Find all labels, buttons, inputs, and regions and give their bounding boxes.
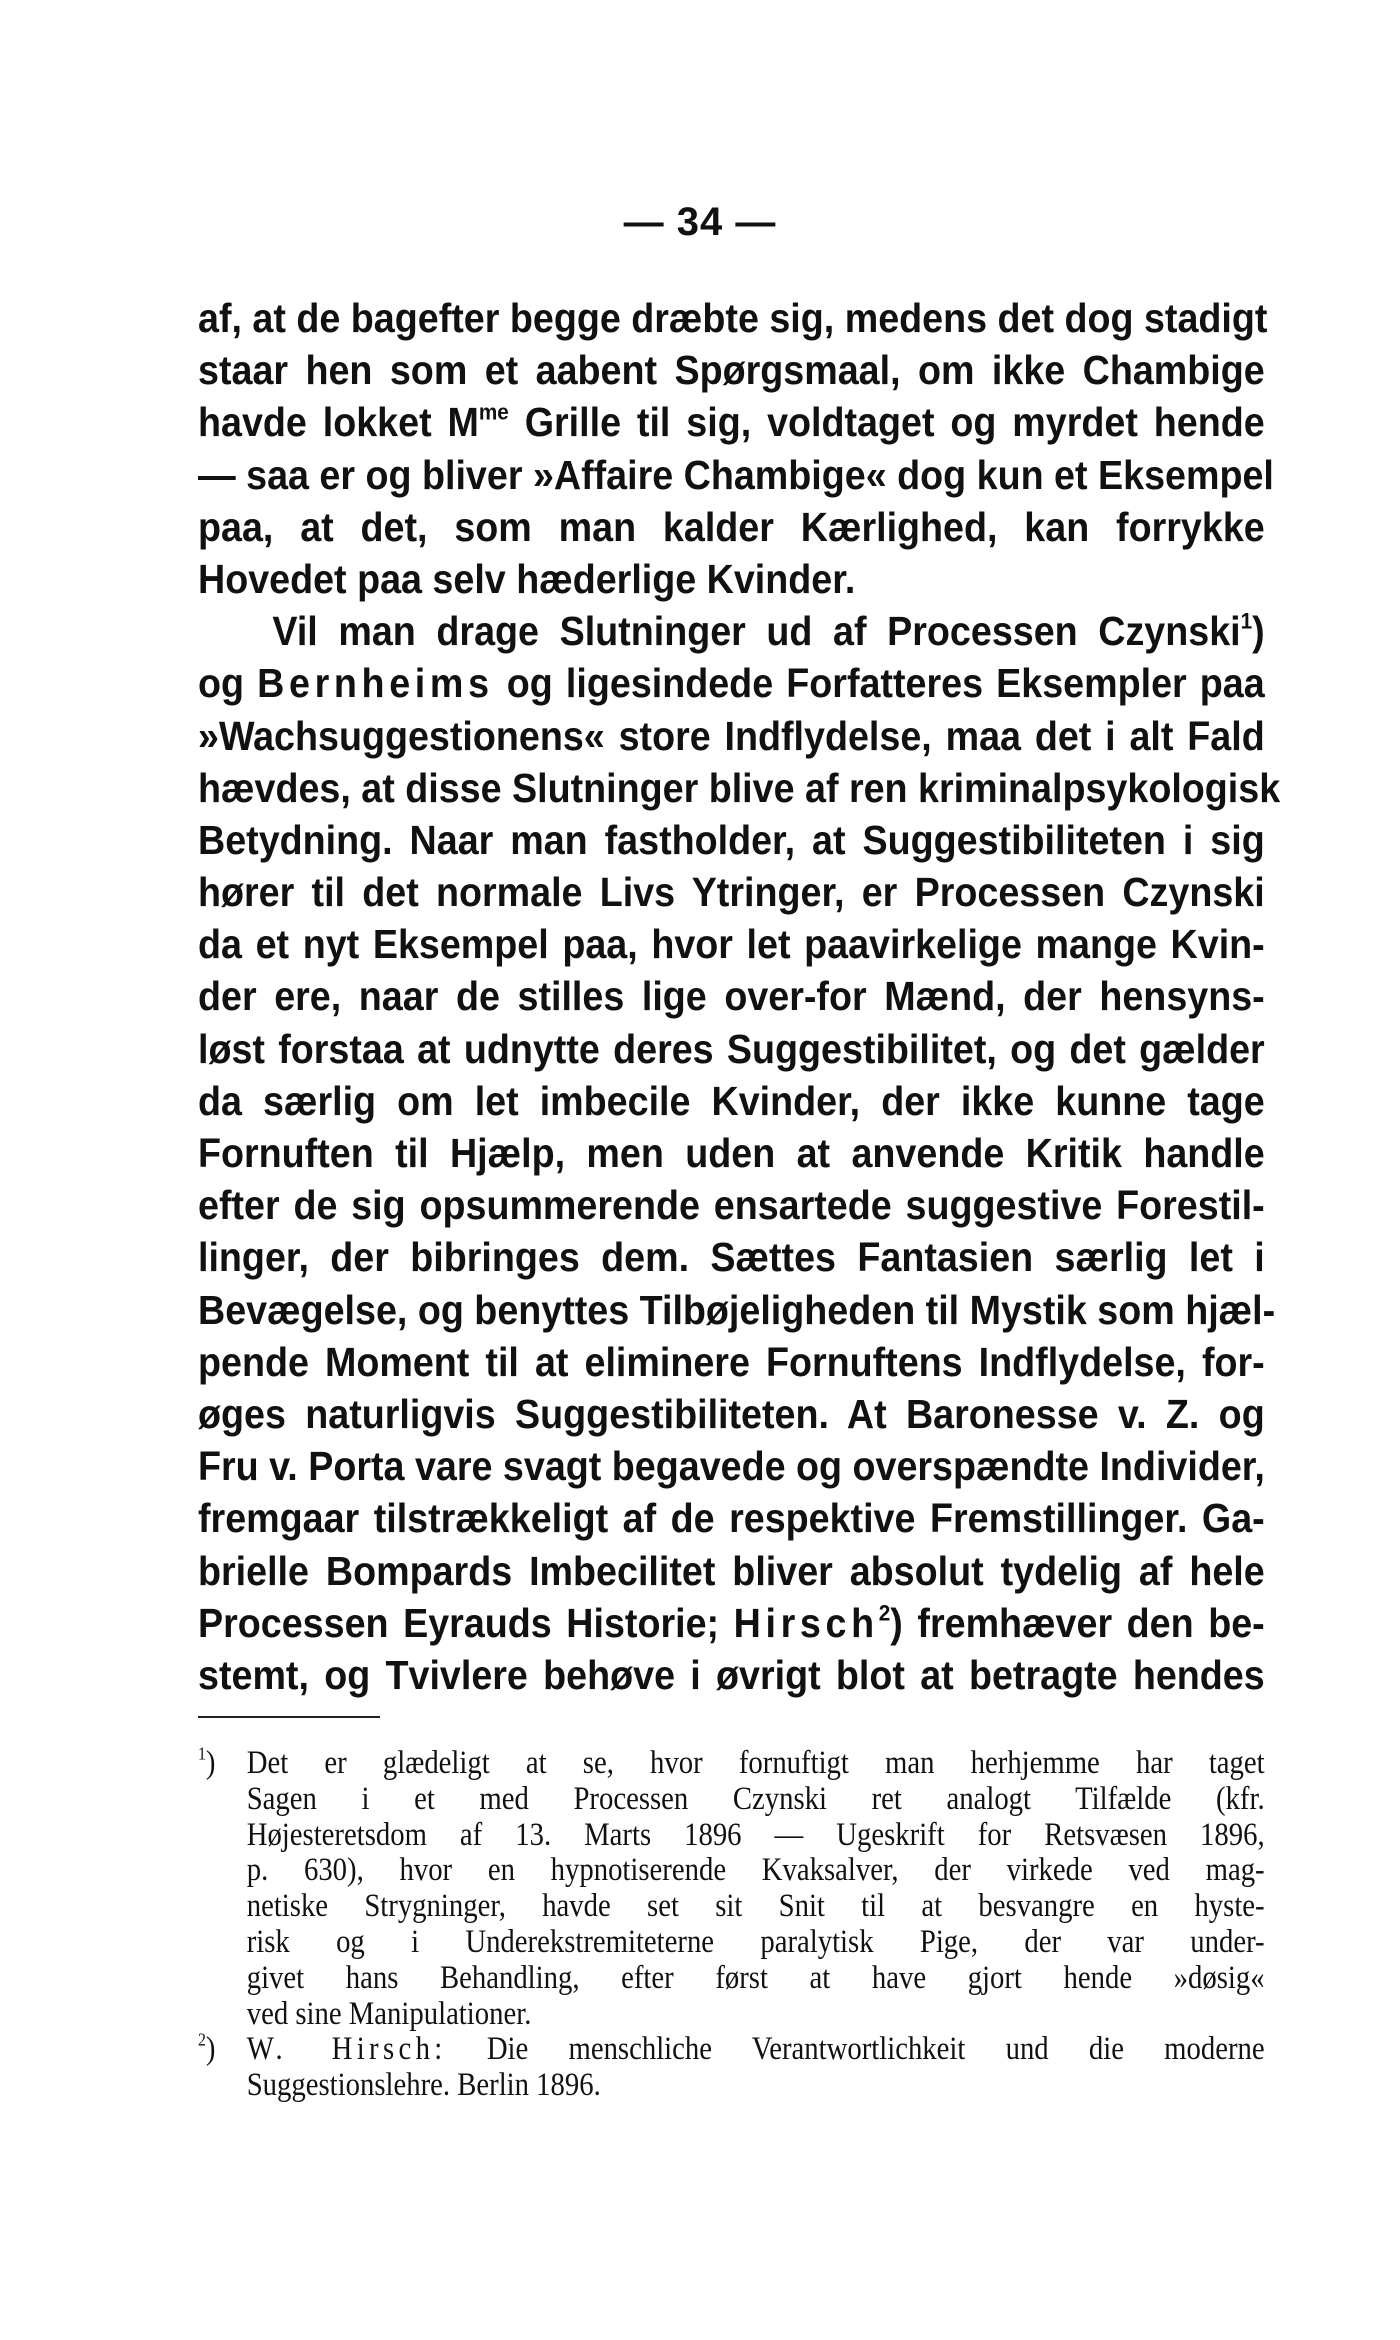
text-line: Hovedet paa selv hæderlige Kvinder.	[198, 555, 856, 602]
text-line: Betydning. Naar man fastholder, at Suggestibiliteten i sig	[198, 816, 1265, 863]
page-number: — 34 —	[623, 200, 777, 244]
text-line: Bevægelse, og benyttes Tilbøjeligheden til Mystik som hjæl-	[198, 1286, 1276, 1333]
text-line: hører til det normale Livs Ytringer, er Processen Czynski	[198, 869, 1265, 916]
body-text	[198, 292, 1281, 1701]
footnote-mark: 2	[198, 2029, 206, 2050]
footnote-line: p. 630), hvor en hypnotiserende Kvaksalver, der virkede ved mag-	[246, 1852, 1265, 1889]
footnote-line: risk og i Underekstremiteterne paralytisk Pige, der var under-	[246, 1923, 1265, 1960]
text-line: linger, der bibringes dem. Sættes Fantasien særlig let i	[198, 1234, 1265, 1281]
text-line: fremgaar tilstrækkeligt af de respektive Fremstillinger. Ga-	[198, 1495, 1265, 1542]
footnote-divider	[198, 1716, 380, 1718]
spaced-name: Bernheims	[257, 660, 494, 707]
text-line: Fornuften til Hjælp, men uden at anvende Kritik handle	[198, 1130, 1265, 1176]
text-line: Vil man drage Slutninger ud af Processen Czynski$^1$)	[272, 608, 1265, 655]
text-line: hævdes, at disse Slutninger blive af ren kriminalpsykologisk	[198, 764, 1281, 811]
footnote-1: $^1$) Det er glædeligt at se, hvor fornuftigt man herhjemme har taget	[198, 1743, 1265, 1781]
footnotes	[198, 1743, 1265, 2104]
footnote-line: Sagen i et med Processen Czynski ret analogt Tilfælde (kfr.	[246, 1780, 1265, 1817]
footnote-ref: 1	[1240, 608, 1253, 634]
text-line: løst forstaa at udnytte deres Suggestibilitet, og det gælder	[198, 1025, 1265, 1072]
footnote-ref: 2	[878, 1599, 891, 1625]
text-line: brielle Bompards Imbecilitet bliver absolut tydelig af hele	[198, 1547, 1265, 1594]
text-line: og Bernheims og ligesindede Forfatteres Eksempler paa	[198, 660, 1265, 707]
text-line: der ere, naar de stilles lige over-for Mænd, der hensyns-	[198, 973, 1265, 1020]
text-line: stemt, og Tvivlere behøve i øvrigt blot at betragte hendes	[198, 1651, 1265, 1698]
footnote-line: Højesteretsdom af 13. Marts 1896 — Ugeskrift for Retsvæsen 1896,	[246, 1816, 1265, 1853]
text-line: pende Moment til at eliminere Fornuftens Indflydelse, for-	[198, 1338, 1265, 1385]
text-line: da et nyt Eksempel paa, hvor let paavirkelige mange Kvin-	[198, 921, 1265, 968]
footnote-line: ved sine Manipulationer.	[246, 1995, 532, 2032]
footnote-mark: 1	[198, 1743, 206, 1764]
text-line: af, at de bagefter begge dræbte sig, medens det dog stadigt	[198, 295, 1268, 341]
text-line: øges naturligvis Suggestibiliteten. At Baronesse v. Z. og	[198, 1390, 1265, 1437]
footnote-line: netiske Strygninger, havde set sit Snit til at besvangre en hyste-	[246, 1888, 1265, 1925]
text-line: da særlig om let imbecile Kvinder, der ikke kunne tage	[198, 1077, 1265, 1124]
footnote-line: givet hans Behandling, efter først at have gjort hende »døsig«	[246, 1959, 1265, 1996]
text-line: havde lokket $M^{me}$ Grille til sig, voldtaget og myrdet hende	[198, 399, 1265, 446]
text-line: — saa er og bliver »Affaire Chambige« dog kun et Eksempel	[198, 451, 1274, 498]
footnote-2: $^2$) W. Hirsch: Die menschliche Verantwortlichkeit und die moderne	[198, 2029, 1265, 2068]
footnote-line: Suggestionslehre. Berlin 1896.	[246, 2067, 601, 2104]
text-line: Fru v. Porta vare svagt begavede og overspændte Individer,	[198, 1443, 1265, 1490]
text-line: staar hen som et aabent Spørgsmaal, om ikke Chambige	[198, 347, 1265, 394]
text-line: »Wachsuggestionens« store Indflydelse, maa det i alt Fald	[198, 712, 1265, 759]
text-line: Processen Eyrauds Historie; Hirsch$^2$) fremhæver den be-	[198, 1599, 1265, 1646]
spaced-name: Hirsch	[733, 1599, 879, 1646]
text-line: efter de sig opsummerende ensartede suggestive Forestil-	[198, 1182, 1265, 1229]
footnote-author: W. Hirsch:	[246, 2031, 447, 2068]
text-line: paa, at det, som man kalder Kærlighed, kan forrykke	[198, 503, 1265, 550]
